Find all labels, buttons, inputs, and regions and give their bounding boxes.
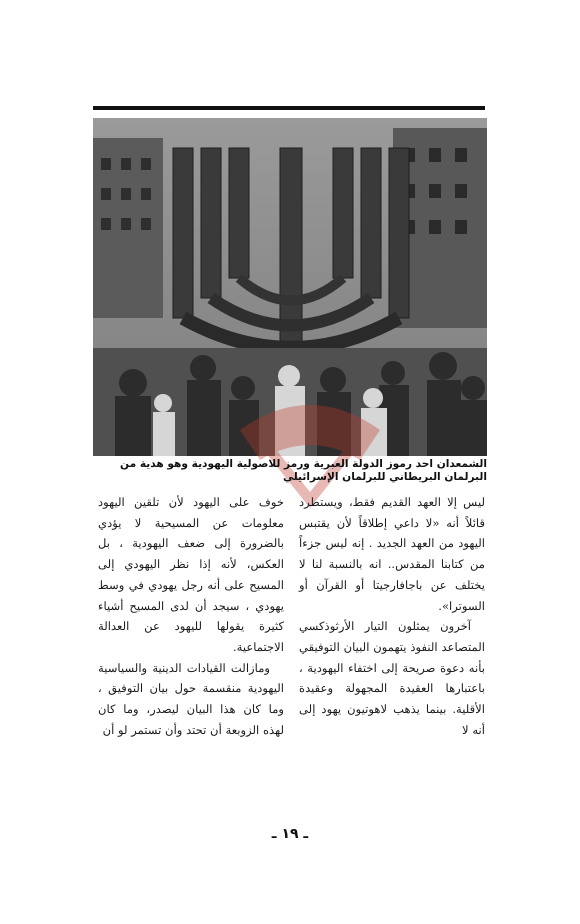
text-column-right	[299, 492, 485, 740]
header-rule	[93, 106, 485, 110]
paragraph: خوف على اليهود لأن تلقين اليهود معلومات عن المسيحية لا يؤدي بالضرورة إلى ضعف اليهودية ، بل العكس، لأنه إذا نظر اليهودي إلى المسيح على أنه رجل يهودي في وسط يهودي ، سيجد أن لدى المسيح أشياء كثيرة يقولها لليهود عن العدالة الاجتماعية.	[98, 495, 284, 654]
page-number: ـ ١٩ ـ	[271, 826, 309, 842]
paragraph: ليس إلا العهد القديم فقط، ويستطرد قائلاً أنه «لا داعي إطلاقاً لأن يقتبس اليهود من العهد الجديد . إنه ليس جزءاً من كتابنا المقدس.. انه بالنسبة لنا لا يختلف عن باجافارجيتا أو القرآن أو السوترا».	[299, 495, 485, 613]
paragraph: آخرون يمثلون التيار الأرثوذكسي المتصاعد النفوذ يتهمون البيان التوفيقي بأنه دعوة صريحة إلى اختفاء اليهودية ، باعتبارها العقيدة المجهولة وعقيدة الأقلية. بينما يذهب لاهوتيون يهود إلى أنه لا	[299, 619, 485, 737]
text-column-left	[98, 492, 284, 740]
figure-caption: الشمعدان احد رموز الدولة العبرية ورمز للاصولية اليهودية وهو هدية من البرلمان البريطاني للبرلمان الإسرائيلي	[120, 458, 487, 483]
paragraph: ومازالت القيادات الدينية والسياسية اليهودية منقسمة حول بيان التوفيق ، وما كان هذا البيان ليصدر، وما كان لهذه الزوبعة أن تحتد وأن تستمر لو أن	[98, 660, 284, 737]
